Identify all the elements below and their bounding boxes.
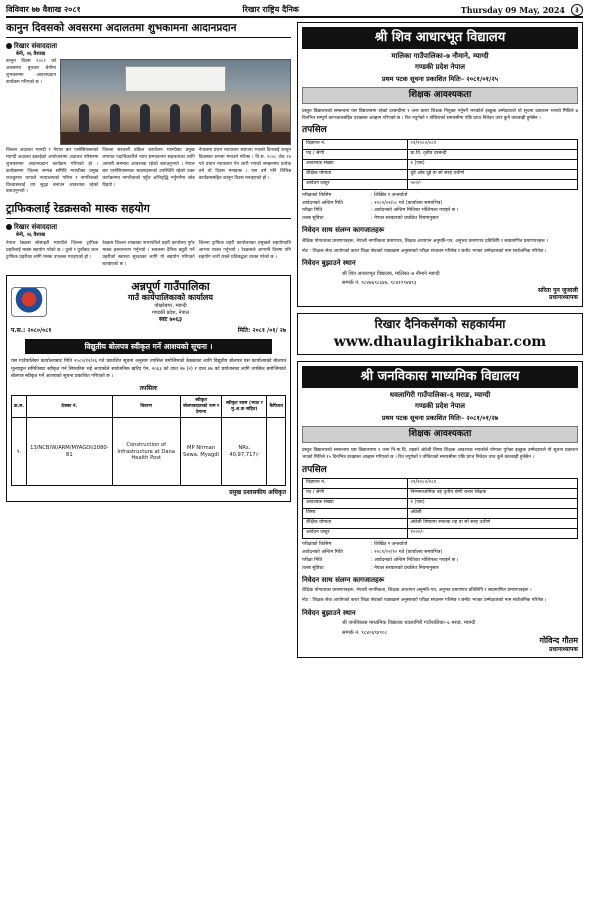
story1-col-d: नेपालमा प्रथम न्यायालय स्थापना भएको दिनलाई कानुन दिवसका रूपमा मनाउने गरिन्छ । वि.सं. २००८ जेठ २४ गते प्रधान न्यायालय ऐन जारी भएको सम्झनामा प्रत्येक वर्ष यो दिवस मनाइन्छ । यस वर्ष पनि विभिन्न कार्यक्रमसहित कानुन दिवस मनाइएको हो । bbox=[198, 148, 291, 181]
story1-col-a: कानुन दिवस २०८१ को अवसरमा बुधबार बेनीमा शुभकामना आदानप्रदान कार्यक्रम गरिएको छ । bbox=[6, 59, 56, 85]
story1-headline[interactable]: कानुन दिवसको अवसरमा अदालतमा शुभकामना आदानप्रदान bbox=[6, 22, 291, 38]
notice-letter-no: प.स.: २०८०/०८१ bbox=[11, 327, 52, 335]
table-row: आवेदन दस्तुर ५००/- bbox=[303, 179, 578, 189]
story1-col-b: जिल्ला अदालत म्याग्दी र नेपाल बार एसोसियसनको म्याग्दी अदालत इकाईको आयोजनामा अदालत परिसरमा शुभकामना आदानप्रदान कार्यक्रम गरिएको हो । कार्यक्रममा जिल्ला सम्पन्न समिति म्याग्दीका प्रमुख राजकुमार थापाले न्यायालयको गरिमा र नागरिकको विश्वासलाई थप सुदृढ बनाउन आवश्यक रहेको बताउनुभयो । bbox=[6, 148, 99, 195]
notice-titles bbox=[55, 280, 286, 324]
story2-col-a: नेपाल रेडक्रस सोसाइटी म्याग्दीले जिल्ला ट्राफिक प्रहरीलाई मास्क सहयोग गरेको छ । धुलो र धुवाँबाट बच्न ट्राफिक प्रहरीका लागि मास्क उपलब्ध गराइएको हो । bbox=[6, 241, 99, 260]
masthead-date-en: Thursday 09 May, 2024 bbox=[460, 5, 565, 15]
table-row bbox=[12, 418, 286, 486]
reporter-icon bbox=[6, 224, 12, 230]
left-column bbox=[6, 22, 291, 658]
ad1-docs: शैक्षिक योग्यताका प्रमाणपत्रहरू, नेपाली नागरिकता प्रमाणपत्र, शिक्षक अध्यापन अनुमति-पत्र, अनुभव प्रमाणपत्र प्रतिलिपि र स्वप्रमाणित प्रमाणपत्रहरू । bbox=[302, 239, 549, 245]
list-item: परीक्षाको किसिम : लिखित र अन्तर्वार्ता bbox=[302, 541, 408, 547]
table-row: पद / श्रेणी प्रा.वि. तृतीय दरबन्दी bbox=[303, 149, 578, 159]
notice-meta bbox=[11, 327, 286, 335]
ad2-note: नोट : शिक्षक सेवा आयोगको करार शिक्षा सेवाको पाठ्यक्रम अनुसारको परीक्षा संचालन गरिनेछ र छनौट भएका उम्मेदवारको नाम सार्वजनिक गरिनेछ । bbox=[302, 598, 547, 604]
col-remarks: कैफियत bbox=[267, 396, 286, 418]
table-row: शैक्षिक योग्यता दुवै ओड दुई वा सो सरह उत्तीर्ण bbox=[303, 169, 578, 179]
ad2-section: शिक्षक आवश्यकता bbox=[302, 426, 578, 443]
story1-col-c: जिल्ला सरकारी वकिल कार्यालय म्याग्दीका प्रमुख लगायत पदाधिकारीले न्याय सम्पादनमा सहजताका लागि आपसी समन्वय आवश्यक रहेको बताउनुभयो । नेपाल बार एसोसियसनका सदस्यहरूको उपस्थिति रहेको उक्त कार्यक्रममा नागरिकको पहुँच अभिवृद्धि गर्नुपर्नेमा जोड दिइयो । bbox=[102, 148, 195, 188]
notice-body: यस गाउँपालिका कार्यालयबाट मिति २०८०/१२/२६ गते प्रकाशित सूचना अनुसार तपसिल बमोजिमको ठेक्काका लागि विद्युतीय बोलपत्र यस कार्यालयको बोलपत्र मूल्याङ्कन समितिबाट स्वीकृत गर्न सिफारिस भई आएकोले सार्वजनिक खरिद ऐन, २०६३ को दफा २७ (२) र दफा ४७ को प्रयोजनका लागि तपसिल बमोजिमको बोलपत्र स्वीकृत गर्ने आशयको सूचना प्रकाशित गरिएको छ । bbox=[11, 359, 286, 380]
ad2-contact-heading: निवेदन बुझाउने स्थान bbox=[302, 608, 356, 617]
right-column bbox=[297, 22, 583, 658]
story1-dateline: बेनी, २६ वैशाख bbox=[16, 50, 46, 57]
ad2-tapsil: तपसिल bbox=[302, 464, 327, 475]
ad2-info-table bbox=[302, 478, 578, 539]
story1-photo bbox=[60, 59, 291, 145]
bid-table-header bbox=[12, 396, 286, 418]
col-sn: क्र.स. bbox=[12, 396, 27, 418]
cell-description: Construction of Infrastructure at Dana Health Post bbox=[112, 418, 180, 486]
notice-header bbox=[11, 280, 286, 324]
vacancy-ad-2 bbox=[297, 361, 583, 658]
table-row: विज्ञापन नं. ०१/२०८०/०८१ bbox=[303, 478, 578, 488]
ad1-title: श्री शिव आधारभूत विद्यालय bbox=[302, 27, 578, 49]
ad2-phone: सम्पर्क नं. ९८४०६९४९०८ bbox=[342, 629, 388, 636]
cell-sn: १. bbox=[12, 418, 27, 486]
col-description: विवरण bbox=[112, 396, 180, 418]
ad1-info-table bbox=[302, 139, 578, 190]
bid-table bbox=[11, 395, 286, 486]
list-item: परीक्षाको किसिम : लिखित र अन्तर्वार्ता bbox=[302, 192, 408, 198]
notice-title: अन्नपूर्ण गाउँपालिका bbox=[131, 279, 210, 293]
list-item: परीक्षा मिति : आवेदनको अन्तिम मितिका भोलिपल्ट गराइने छ । bbox=[302, 208, 459, 214]
story2-body bbox=[6, 241, 291, 269]
promo-website-link[interactable]: www.dhaulagirikhabar.com bbox=[333, 333, 547, 350]
notice-signoff: प्रमुख प्रशासकीय अधिकृत bbox=[229, 489, 286, 497]
cell-amount: NRs. 40,97,717/- bbox=[222, 418, 267, 486]
table-row: आवेदन दस्तुर १०००/- bbox=[303, 528, 578, 538]
masthead-title: रिखार राष्ट्रिय दैनिक bbox=[242, 5, 299, 14]
ad2-docs-heading: निवेदन साथ संलग्न कागजातहरू bbox=[302, 575, 385, 584]
table-row: आवश्यक संख्या १ (एक) bbox=[303, 159, 578, 169]
photo-table bbox=[61, 132, 290, 144]
story1-byline: रिखार संवाददाता bbox=[6, 42, 291, 51]
ad2-signer-role: प्रधानाध्यापक bbox=[549, 645, 578, 653]
story1-body bbox=[6, 148, 291, 196]
notice-table-title: तपसिलः bbox=[139, 384, 158, 392]
story2-byline: रिखार संवाददाता bbox=[6, 223, 291, 232]
ad1-contact: श्री शिव आधारभूत विद्यालय, मालिका–७ नौमाने म्याग्दी bbox=[342, 271, 440, 278]
vacancy-ad-1 bbox=[297, 22, 583, 307]
table-row: पद / श्रेणी निम्नमाध्यमिक तह तृतीय श्रेणी करार शिक्षक bbox=[303, 488, 578, 498]
ad1-phone: सम्पर्क नं. ९८४७६९८६४७, ९८४१२९४७९३ bbox=[342, 280, 417, 287]
story2-col-c: जिल्ला ट्राफिक प्रहरी कार्यालयका प्रमुखले सहयोगप्रति आभार व्यक्त गर्नुभयो । रेडक्रसले आगामी दिनमा पनि सहयोग जारी राख्ने प्रतिबद्धता व्यक्त गरेको छ । bbox=[198, 241, 291, 260]
notice-number: स्वाः ७०६३ bbox=[158, 315, 182, 323]
masthead-right bbox=[461, 4, 583, 16]
ad1-section: शिक्षक आवश्यकता bbox=[302, 87, 578, 104]
columns bbox=[6, 22, 583, 658]
ad2-publish-date: प्रथम पटक सूचना प्रकाशित मितिः– २०८१/०१/२७ bbox=[381, 413, 499, 422]
cell-remarks bbox=[267, 418, 286, 486]
promo-text: रिखार दैनिकसँगको सहकार्यमा bbox=[374, 316, 506, 331]
ad1-tapsil: तपसिल bbox=[302, 125, 327, 136]
table-row: विज्ञापन नं. ०१/२०८०/०८१ bbox=[303, 139, 578, 149]
col-amount: स्वीकृत रकम (भ्याट र मु.अ.क सहित) bbox=[222, 396, 267, 418]
ad2-signer: गोविन्द गौतम bbox=[539, 635, 578, 645]
notice-address: पोखरेबगर, म्याग्दी bbox=[154, 303, 187, 310]
ad2-title: श्री जनविकास माध्यमिक विद्यालय bbox=[302, 366, 578, 388]
masthead bbox=[6, 4, 583, 18]
story1-top bbox=[6, 59, 291, 145]
ad2-docs: शैक्षिक योग्यताका प्रमाणपत्रहरू, नेपाली नागरिकता, शिक्षक अध्यापन अनुमति-पत्र, अनुभव प्रमाणपत्र प्रतिलिपि र स्वप्रमाणित प्रमाणपत्रहरू । bbox=[302, 588, 532, 594]
cell-contract-no: 13/NCB/W/ARM/MYAGDI/2080-81 bbox=[27, 418, 112, 486]
notice-heading: विद्युतीय बोलपत्र स्वीकृत गर्ने आशयको सूचना । bbox=[25, 339, 273, 354]
story2-col-b: रेडक्रस जिल्ला शाखाका सभापतिले प्रहरी कार्यालय पुगेर मास्क हस्तान्तरण गर्नुभयो । सडकमा दैनिक ड्युटी गर्ने प्रहरीको स्वास्थ्य सुरक्षाका लागि यो सहयोग गरिएको बताइएको छ । bbox=[102, 241, 195, 267]
notice-office: गाउँ कार्यपालिकाको कार्यालय bbox=[128, 293, 213, 303]
ad1-docs-heading: निवेदन साथ संलग्न कागजातहरू bbox=[302, 226, 385, 235]
table-row: शैक्षिक योग्यता अंग्रेजी विषयमा स्नातक तह वा सो सरह उत्तीर्ण bbox=[303, 518, 578, 528]
col-contract-no: ठेक्का नं. bbox=[27, 396, 112, 418]
page-number: ३ bbox=[571, 4, 583, 16]
ad1-contact-heading: निवेदन बुझाउने स्थान bbox=[302, 259, 356, 268]
list-item: तलब सुविधा : नेपाल सरकारको प्रचलित नियमानुसार bbox=[302, 565, 439, 571]
list-item: आवेदनको अन्तिम मिति : २०८१/०२/१० गते (कार्यालय समयभित्र) bbox=[302, 549, 443, 555]
list-item: तलब सुविधा : नेपाल सरकारको प्रचलित नियमानुसार bbox=[302, 216, 439, 222]
story2-dateline: बेनी, २६ वैशाख bbox=[16, 231, 46, 238]
promo-banner bbox=[297, 313, 583, 356]
photo-banner bbox=[125, 66, 226, 92]
ad2-province: गण्डकी प्रदेश नेपाल bbox=[415, 402, 465, 411]
ad1-address: मालिका गाउँपालिका–७ नौमाने, म्याग्दी bbox=[391, 52, 489, 61]
notice-province: गण्डकी प्रदेश, नेपाल bbox=[152, 309, 189, 316]
cell-bidder: MP Nirman Sewa, Myagdi bbox=[180, 418, 221, 486]
masthead-date-np: विविवार ७७ वैशाख २०८१ bbox=[6, 5, 81, 14]
ad1-signer: सरिता पुन जुजाली bbox=[537, 286, 578, 294]
ad1-terms bbox=[302, 193, 578, 223]
ad1-publish-date: प्रथम पटक सूचना प्रकाशित मितिः– २०८१/०१/२५ bbox=[381, 74, 499, 83]
nepal-emblem-icon bbox=[11, 287, 47, 317]
ad1-body: प्रस्तुत विद्यालयको सम्बन्धमा यस विद्यालयमा रहेको दरबन्दीमा १ जना करार शिक्षक नियुक्त गर्नुपर्ने भएकोले इच्छुक उम्मेदवारले यो सूचना प्रकाशन भएको मितिले ७ दिनभित्र सम्पूर्ण कागजातसहित दरखास्त आव्हान गरिएको छ । रित नपुगेको र तोकिएको समयसीमा पछि प्राप्त निवेदन उपर कुनै कारबाही हुनेछैन । bbox=[302, 109, 578, 122]
list-item: आवेदनको अन्तिम मिति : २०८१/०२/०८ गते (कार्यालय समयभित्र) bbox=[302, 200, 443, 206]
ad1-note: नोट : शिक्षक सेवा आयोगको करार शिक्षा सेवाको पाठ्यक्रम अनुसारको परीक्षा संचालन गरिनेछ र छनौट भएका उम्मेदवारको नाम सार्वजनिक गरिनेछ । bbox=[302, 249, 547, 255]
ad1-province: गण्डकी प्रदेश नेपाल bbox=[415, 63, 465, 71]
story2-headline[interactable]: ट्राफिकलाई रेडक्रसको मास्क सहयोग bbox=[6, 202, 291, 219]
list-item: परीक्षा मिति : आवेदनको अन्तिम मितिका भोलिपल्ट गराइने छ । bbox=[302, 557, 459, 563]
table-row: आवश्यक संख्या १ (एक) bbox=[303, 498, 578, 508]
ad2-contact: श्री जनविकास माध्यमिक विद्यालय धवलागिरी गाउँपालिका–६ मराङ, म्याग्दी bbox=[342, 620, 476, 627]
ad2-terms bbox=[302, 542, 578, 572]
reporter-icon bbox=[6, 43, 12, 49]
photo-people bbox=[69, 104, 282, 134]
col-bidder: स्वीकृत बोलपत्रदाताको नाम र ठेगाना bbox=[180, 396, 221, 418]
notice-date: मिति: २०८१ /०१/ २७ bbox=[237, 327, 286, 335]
ad2-body: प्रस्तुत विद्यालयको सम्बन्धमा यस विद्यालयमा १ जना नि.मा.वि. तहको अंग्रेजी विषय शिक्षक आवश्यक भएकोले योग्यता पुगेका इच्छुक उम्मेदवारले यो सूचना प्रकाशन भएको मितिले १५ दिनभित्र दरखास्त आव्हान गरिएको छ । रित नपुगेको र तोकिएको समयसीमा पछि प्राप्त निवेदन उपर कुनै कारबाही हुनेछैन । bbox=[302, 448, 578, 461]
ad2-address: धवलागिरी गाउँपालिका–६ मराङ, म्याग्दी bbox=[389, 391, 491, 400]
ad1-signer-role: प्रधानाध्यापक bbox=[549, 294, 578, 302]
bid-notice bbox=[6, 275, 291, 502]
table-row: विषय अंग्रेजी bbox=[303, 508, 578, 518]
